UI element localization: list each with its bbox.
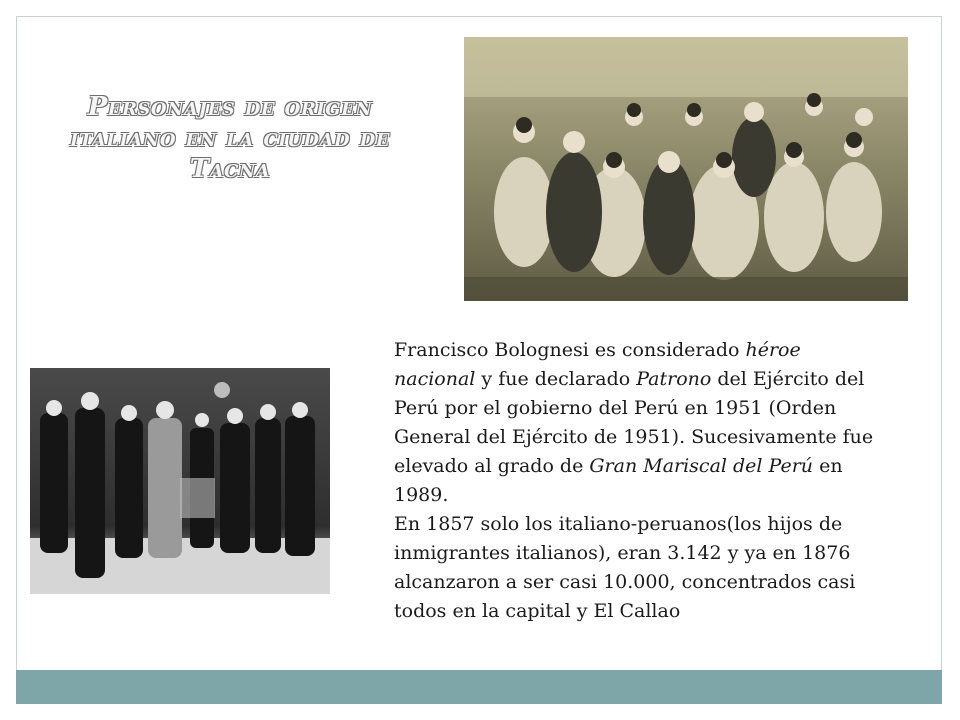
- military-photo: [30, 368, 330, 594]
- paragraph-bolognesi-part1: Francisco Bolognesi es considerado: [394, 339, 746, 361]
- family-photo-image: [464, 37, 908, 301]
- paragraph-bolognesi-part3: del Ejército del Perú por el gobierno del Perú en 1951 (Orden General del Ejército de 1951). Sucesivamente fue elevado al grado de: [394, 368, 874, 477]
- patrono-emphasis: Patrono: [636, 368, 712, 390]
- paragraph-bolognesi: [394, 336, 879, 510]
- body-text: [394, 336, 879, 626]
- bottom-accent-band: [16, 670, 942, 704]
- family-photo: [464, 37, 908, 301]
- military-photo-image: [30, 368, 330, 594]
- heroe-nacional-emphasis: héroe nacional: [394, 339, 801, 390]
- paragraph-bolognesi-part2: y fue declarado: [475, 368, 637, 390]
- paragraph-bolognesi-part4: en 1989.: [394, 455, 843, 506]
- gran-mariscal-emphasis: Gran Mariscal del Perú: [589, 455, 814, 477]
- paragraph-immigration: En 1857 solo los italiano-peruanos(los hijos de inmigrantes italianos), eran 3.142 y ya en 1876 alcanzaron a ser casi 10.000, concentrados casi todos en la capital y El Callao: [394, 513, 856, 622]
- slide-title: Personajes de origen italiano en la ciudad de Tacna: [70, 92, 390, 184]
